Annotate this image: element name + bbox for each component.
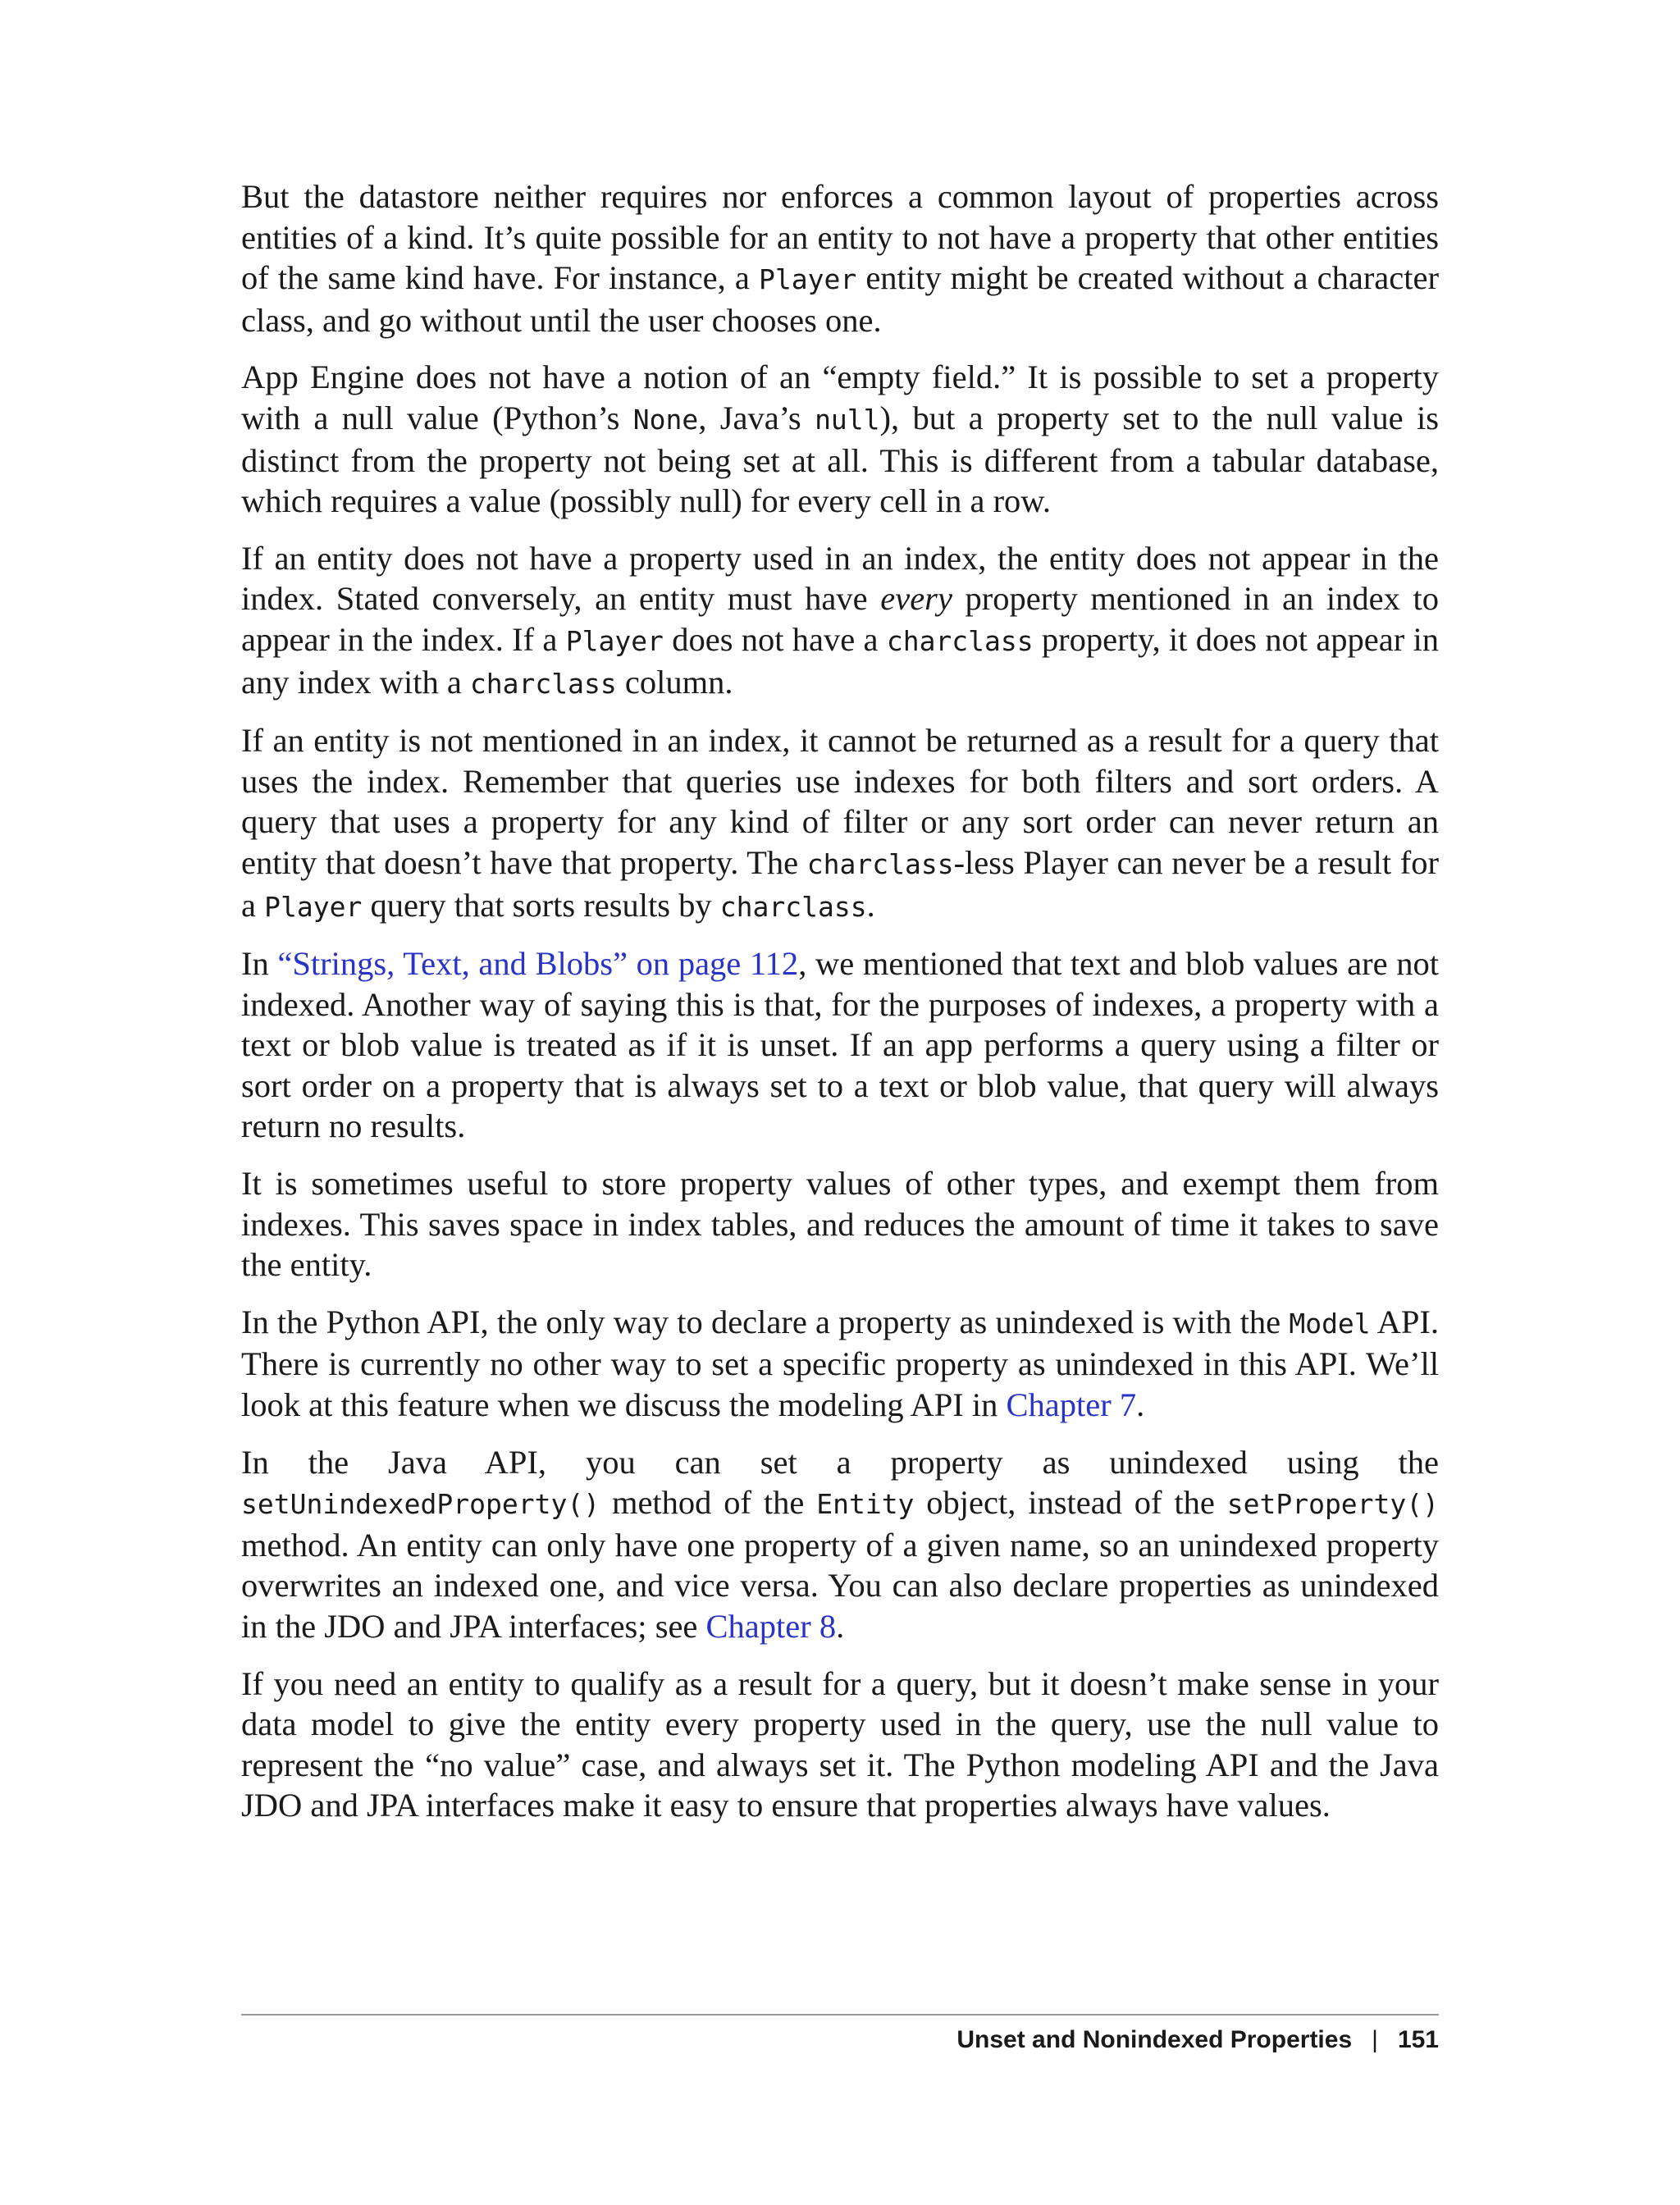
text-run: -less Player can never be a result for a [241,843,1439,924]
paragraph-6 [241,1163,1439,1285]
code-player: Player [565,624,664,657]
text-run: App Engine does not have a notion of an “empty field.” It is possible to set a property with a null value (Python’s [241,358,1439,436]
text-run: In the Python API, the only way to declare a property as unindexed is with the [241,1303,1290,1340]
page-number: 151 [1397,2026,1439,2053]
text-run: If an entity does not have a property used in an index, the entity does not appear in the index. Stated conversely, an entity must have [241,539,1439,618]
emphasis-every: every [880,580,952,618]
text-run: If an entity is not mentioned in an index, it cannot be returned as a result for a query that uses the index. Remember that queries use indexes for both filters and sort orders. A query that uses a property for any kind of filter or any sort order can never return an entity that doesn’t have that property. The [241,722,1439,881]
text-run: does not have a [663,620,887,658]
link-chapter-7[interactable]: Chapter 7 [1006,1386,1137,1424]
text-run: query that sorts results by [362,886,720,924]
text-run: API. There is currently no other way to set a specific property as unindexed in this API. We’ll look at this feature when we discuss the modeling API in [241,1303,1439,1424]
text-run: property, it does not appear in any index with a [241,620,1440,701]
footer-divider [241,2014,1439,2016]
text-run: object, instead of the [914,1484,1227,1522]
text-run: entity might be created without a character class, and go without until the user chooses one. [241,259,1439,339]
footer-separator: | [1372,2026,1378,2053]
code-entity: Entity [816,1488,915,1521]
link-strings-text-blobs[interactable]: “Strings, Text, and Blobs” on page 112 [277,945,799,983]
text-run: If you need an entity to qualify as a result for a query, but it doesn’t make sense in your data model to give the entity every property used in the query, use the null value to represent the “no value” case, and always set it. The Python modeling API and the Java JDO and JPA interfaces make it easy to ensure that properties always have values. [241,1664,1439,1824]
text-run: . [866,886,875,924]
code-setproperty: setProperty() [1226,1488,1440,1521]
code-charclass: charclass [469,667,617,700]
text-run: method. An entity can only have one property of a given name, so an unindexed property overwrites an indexed one, and vice versa. You can also declare properties as unindexed in the JDO and JPA interfaces; see [241,1526,1439,1645]
code-setunindexedproperty: setUnindexedProperty() [241,1488,600,1521]
page-footer [956,2026,1439,2054]
paragraph-4 [241,720,1439,927]
text-run: It is sometimes useful to store property values of other types, and exempt them from indexes. This saves space in index tables, and reduces the amount of time it takes to save the entity. [241,1165,1439,1284]
code-none: None [632,403,699,436]
paragraph-3 [241,538,1439,704]
paragraph-9 [241,1664,1439,1826]
running-footer-title: Unset and Nonindexed Properties [956,2026,1353,2053]
text-run: But the datastore neither requires nor enforces a common layout of properties across entities of a kind. It’s quite possible for an entity to not have a property that other entities of the same kind have. For instance, a [241,178,1439,297]
text-run: ), but a property set to the null value is distinct from the property not being set at all. This is different from a tabular database, which requires a value (possibly null) for every cell in a row. [241,399,1439,520]
paragraph-1 [241,176,1439,340]
text-run: . [836,1608,845,1645]
code-player: Player [264,890,363,923]
paragraph-2 [241,357,1439,521]
code-charclass: charclass [719,890,867,923]
text-run: In [241,945,278,983]
code-null: null [815,403,880,436]
text-run: column. [616,663,733,701]
text-run: property mentioned in an index to appear in the index. If a [241,580,1439,658]
text-run: In the Java API, you can set a property as unindexed using the [241,1443,1439,1481]
code-charclass: charclass [886,624,1034,657]
code-player: Player [759,263,857,296]
text-run: method of the [600,1484,817,1522]
text-run: . [1136,1386,1145,1424]
paragraph-8 [241,1442,1439,1647]
text-run: , Java’s [698,399,815,436]
code-model: Model [1289,1307,1371,1340]
text-run: , we mentioned that text and blob values are not indexed. Another way of saying this is that, for the purposes of indexes, a property with a text or blob value is treated as if it is unset. If an app performs a query using a filter or sort order on a property that is always set to a text or blob value, that query will always return no results. [241,945,1439,1145]
code-charclass: charclass [806,847,954,880]
link-chapter-8[interactable]: Chapter 8 [705,1608,837,1645]
page-body [241,176,1439,1842]
paragraph-5 [241,943,1439,1147]
paragraph-7 [241,1302,1439,1426]
